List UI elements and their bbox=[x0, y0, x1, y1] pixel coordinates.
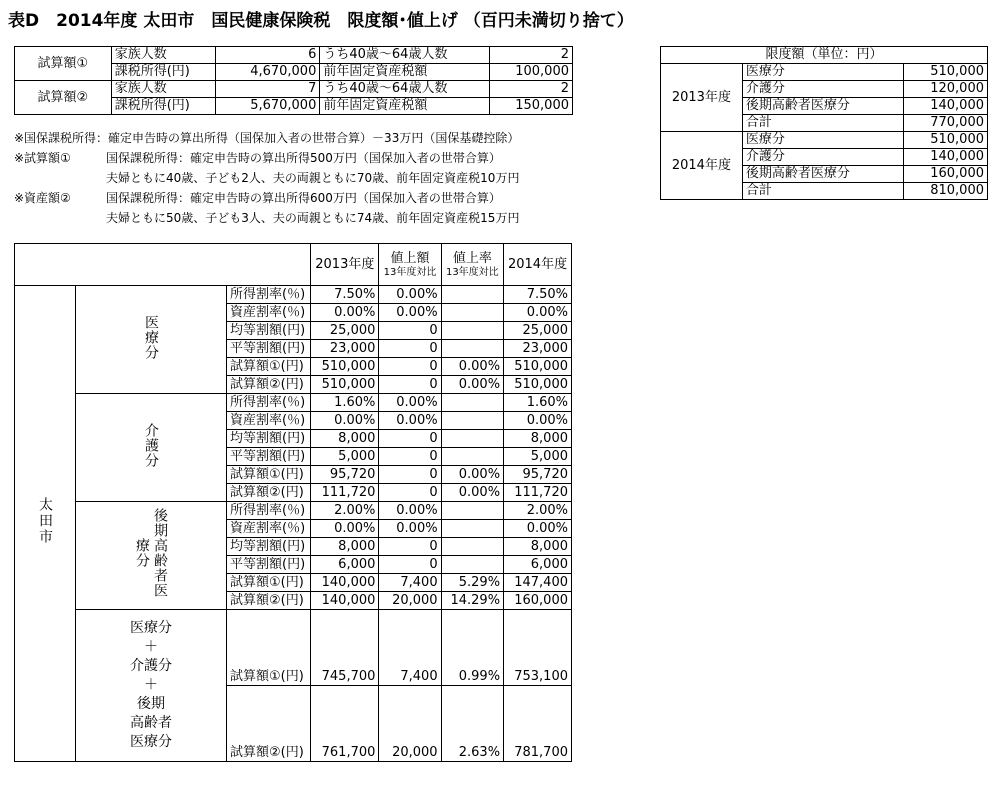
cell-diff: 0 bbox=[379, 430, 441, 448]
param-key: 前年固定資産税額 bbox=[320, 64, 490, 81]
cell-diff: 0 bbox=[379, 466, 441, 484]
cell-2014: 8,000 bbox=[504, 538, 572, 556]
section-label bbox=[76, 394, 227, 502]
cell-2014: 2.00% bbox=[504, 502, 572, 520]
comparison-table bbox=[14, 243, 572, 762]
limits-value: 510,000 bbox=[904, 132, 988, 149]
limits-value: 120,000 bbox=[904, 81, 988, 98]
row-label: 平等割額(円) bbox=[227, 340, 311, 358]
row-label: 均等割額(円) bbox=[227, 538, 311, 556]
param-group-label: 試算額① bbox=[15, 47, 112, 81]
total-label-line: 高齢者 bbox=[130, 715, 172, 731]
notes bbox=[14, 128, 519, 228]
cell-2014: 160,000 bbox=[504, 592, 572, 610]
cell-2013: 6,000 bbox=[311, 556, 379, 574]
total-label-line: ＋ bbox=[144, 677, 158, 693]
cell-rate bbox=[441, 556, 503, 574]
param-value: 2 bbox=[490, 81, 573, 98]
limits-value: 770,000 bbox=[904, 115, 988, 132]
cell-rate: 0.00% bbox=[441, 484, 503, 502]
cell-rate bbox=[441, 520, 503, 538]
cell-diff: 0.00% bbox=[379, 412, 441, 430]
note-text: 国保課税所得：確定申告時の算出所得500万円（国保加入者の世帯合算） bbox=[106, 151, 501, 165]
header-2014: 2014年度 bbox=[504, 244, 572, 286]
cell-rate: 0.99% bbox=[441, 610, 503, 686]
param-key: うち40歳～64歳人数 bbox=[320, 81, 490, 98]
city-label-text: 太田市 bbox=[37, 497, 53, 545]
param-value: 150,000 bbox=[490, 98, 573, 115]
note-text: 夫婦ともに40歳、子ども2人、夫の両親ともに70歳、前年固定資産税10万円 bbox=[106, 171, 520, 185]
cell-rate: 0.00% bbox=[441, 466, 503, 484]
param-key: うち40歳～64歳人数 bbox=[320, 47, 490, 64]
cell-2014: 0.00% bbox=[504, 304, 572, 322]
cell-rate bbox=[441, 430, 503, 448]
row-label: 資産割率(％) bbox=[227, 304, 311, 322]
section-label-text: 後期高齢者医療分 bbox=[134, 508, 168, 598]
cell-2013: 1.60% bbox=[311, 394, 379, 412]
cell-diff: 0 bbox=[379, 322, 441, 340]
note-line bbox=[14, 168, 519, 188]
cell-2013: 8,000 bbox=[311, 538, 379, 556]
header-rate-sub: 13年度対比 bbox=[445, 267, 499, 278]
row-label: 試算額①(円) bbox=[227, 466, 311, 484]
limits-label: 介護分 bbox=[742, 149, 903, 166]
cell-diff: 0 bbox=[379, 358, 441, 376]
header-2013: 2013年度 bbox=[311, 244, 379, 286]
cell-diff: 0 bbox=[379, 448, 441, 466]
table-row bbox=[661, 47, 988, 64]
cell-2013: 111,720 bbox=[311, 484, 379, 502]
row-label: 試算額②(円) bbox=[227, 592, 311, 610]
cell-2013: 140,000 bbox=[311, 574, 379, 592]
cell-diff: 20,000 bbox=[379, 686, 441, 762]
row-label: 資産割率(％) bbox=[227, 520, 311, 538]
cell-2013: 745,700 bbox=[311, 610, 379, 686]
param-value: 100,000 bbox=[490, 64, 573, 81]
row-label: 試算額①(円) bbox=[227, 358, 311, 376]
note-label: ※試算額① bbox=[14, 151, 71, 165]
cell-rate bbox=[441, 412, 503, 430]
cell-diff: 0.00% bbox=[379, 286, 441, 304]
cell-2013: 761,700 bbox=[311, 686, 379, 762]
limits-year: 2014年度 bbox=[661, 132, 743, 200]
total-label-line: ＋ bbox=[144, 639, 158, 655]
limits-label: 合計 bbox=[742, 183, 903, 200]
param-key: 課税所得(円) bbox=[111, 98, 215, 115]
cell-diff: 20,000 bbox=[379, 592, 441, 610]
limits-label: 医療分 bbox=[742, 132, 903, 149]
cell-rate bbox=[441, 340, 503, 358]
limits-value: 510,000 bbox=[904, 64, 988, 81]
cell-rate bbox=[441, 448, 503, 466]
note-line bbox=[14, 188, 519, 208]
param-group-label: 試算額② bbox=[15, 81, 112, 115]
cell-diff: 0 bbox=[379, 538, 441, 556]
limits-label: 合計 bbox=[742, 115, 903, 132]
cell-2013: 0.00% bbox=[311, 412, 379, 430]
cell-2013: 8,000 bbox=[311, 430, 379, 448]
limits-table bbox=[660, 46, 988, 200]
cell-diff: 0 bbox=[379, 376, 441, 394]
cell-2013: 140,000 bbox=[311, 592, 379, 610]
cell-diff: 0 bbox=[379, 556, 441, 574]
cell-diff: 0.00% bbox=[379, 304, 441, 322]
cell-2014: 147,400 bbox=[504, 574, 572, 592]
header-rate-label: 値上率 bbox=[452, 251, 492, 266]
cell-2014: 5,000 bbox=[504, 448, 572, 466]
cell-rate: 14.29% bbox=[441, 592, 503, 610]
cell-rate bbox=[441, 502, 503, 520]
total-label bbox=[76, 610, 227, 762]
table-row bbox=[15, 610, 572, 686]
cell-2014: 8,000 bbox=[504, 430, 572, 448]
row-label: 均等割額(円) bbox=[227, 322, 311, 340]
cell-diff: 0.00% bbox=[379, 520, 441, 538]
cell-2014: 111,720 bbox=[504, 484, 572, 502]
table-row bbox=[15, 286, 572, 304]
cell-rate: 0.00% bbox=[441, 376, 503, 394]
row-label: 資産割率(％) bbox=[227, 412, 311, 430]
header-diff bbox=[379, 244, 441, 286]
cell-2013: 95,720 bbox=[311, 466, 379, 484]
cell-2013: 5,000 bbox=[311, 448, 379, 466]
cell-2013: 2.00% bbox=[311, 502, 379, 520]
row-label: 所得割率(％) bbox=[227, 394, 311, 412]
limits-value: 810,000 bbox=[904, 183, 988, 200]
cell-2013: 510,000 bbox=[311, 358, 379, 376]
page-title: 表D 2014年度 太田市 国民健康保険税 限度額･値上げ （百円未満切り捨て） bbox=[8, 11, 634, 31]
limits-value: 160,000 bbox=[904, 166, 988, 183]
table-row bbox=[661, 132, 988, 149]
cell-rate bbox=[441, 322, 503, 340]
row-label: 平等割額(円) bbox=[227, 556, 311, 574]
note-text: 国保課税所得：確定申告時の算出所得600万円（国保加入者の世帯合算） bbox=[106, 191, 501, 205]
row-label: 均等割額(円) bbox=[227, 430, 311, 448]
header-diff-sub: 13年度対比 bbox=[383, 267, 437, 278]
row-label: 試算額②(円) bbox=[227, 484, 311, 502]
row-label: 試算額②(円) bbox=[227, 376, 311, 394]
cell-diff: 0.00% bbox=[379, 394, 441, 412]
limits-label: 医療分 bbox=[742, 64, 903, 81]
cell-2013: 0.00% bbox=[311, 520, 379, 538]
cell-rate bbox=[441, 304, 503, 322]
section-label-text: 医療分 bbox=[143, 314, 159, 360]
table-header-row bbox=[15, 244, 572, 286]
header-blank bbox=[15, 244, 311, 286]
cell-2014: 510,000 bbox=[504, 376, 572, 394]
section-label bbox=[76, 286, 227, 394]
total-label-line: 医療分 bbox=[130, 620, 172, 636]
row-label: 所得割率(％) bbox=[227, 286, 311, 304]
param-value: 6 bbox=[215, 47, 320, 64]
row-label: 試算額②(円) bbox=[227, 686, 311, 762]
cell-2014: 23,000 bbox=[504, 340, 572, 358]
cell-2013: 25,000 bbox=[311, 322, 379, 340]
cell-2014: 781,700 bbox=[504, 686, 572, 762]
limits-year: 2013年度 bbox=[661, 64, 743, 132]
limits-value: 140,000 bbox=[904, 98, 988, 115]
param-key: 前年固定資産税額 bbox=[320, 98, 490, 115]
limits-label: 介護分 bbox=[742, 81, 903, 98]
cell-rate: 0.00% bbox=[441, 358, 503, 376]
cell-diff: 7,400 bbox=[379, 610, 441, 686]
comparison-body bbox=[15, 286, 572, 762]
section-label-text: 介護分 bbox=[143, 422, 159, 468]
cell-rate bbox=[441, 286, 503, 304]
cell-diff: 0.00% bbox=[379, 502, 441, 520]
cell-diff: 0 bbox=[379, 340, 441, 358]
note-text: 夫婦ともに50歳、子ども3人、夫の両親ともに74歳、前年固定資産税15万円 bbox=[106, 211, 520, 225]
total-label-line: 後期 bbox=[137, 696, 165, 712]
cell-2013: 23,000 bbox=[311, 340, 379, 358]
table-row bbox=[15, 81, 573, 98]
cell-rate bbox=[441, 394, 503, 412]
cell-2014: 1.60% bbox=[504, 394, 572, 412]
cell-2014: 0.00% bbox=[504, 520, 572, 538]
limits-header: 限度額（単位：円） bbox=[661, 47, 988, 64]
row-label: 試算額①(円) bbox=[227, 574, 311, 592]
table-row bbox=[15, 47, 573, 64]
section-label bbox=[76, 502, 227, 610]
param-value: 5,670,000 bbox=[215, 98, 320, 115]
param-value: 2 bbox=[490, 47, 573, 64]
note-line bbox=[14, 148, 519, 168]
city-label bbox=[15, 286, 76, 762]
table-row bbox=[661, 64, 988, 81]
note-label: ※資産額② bbox=[14, 191, 71, 205]
table-row bbox=[15, 394, 572, 412]
cell-2014: 0.00% bbox=[504, 412, 572, 430]
row-label: 所得割率(％) bbox=[227, 502, 311, 520]
cell-2014: 6,000 bbox=[504, 556, 572, 574]
limits-label: 後期高齢者医療分 bbox=[742, 166, 903, 183]
cell-rate bbox=[441, 538, 503, 556]
cell-2013: 7.50% bbox=[311, 286, 379, 304]
row-label: 平等割額(円) bbox=[227, 448, 311, 466]
cell-2014: 7.50% bbox=[504, 286, 572, 304]
total-label-line: 医療分 bbox=[130, 734, 172, 750]
param-value: 4,670,000 bbox=[215, 64, 320, 81]
row-label: 試算額①(円) bbox=[227, 610, 311, 686]
cell-diff: 7,400 bbox=[379, 574, 441, 592]
cell-diff: 0 bbox=[379, 484, 441, 502]
param-key: 課税所得(円) bbox=[111, 64, 215, 81]
header-diff-label: 値上額 bbox=[390, 251, 430, 266]
cell-2013: 510,000 bbox=[311, 376, 379, 394]
cell-2014: 510,000 bbox=[504, 358, 572, 376]
cell-rate: 5.29% bbox=[441, 574, 503, 592]
param-value: 7 bbox=[215, 81, 320, 98]
table-row bbox=[15, 502, 572, 520]
note-line: ※国保課税所得：確定申告時の算出所得（国保加入者の世帯合算）－33万円（国保基礎控除） bbox=[14, 131, 520, 145]
cell-rate: 2.63% bbox=[441, 686, 503, 762]
total-label-line: 介護分 bbox=[130, 658, 172, 674]
param-key: 家族人数 bbox=[111, 47, 215, 64]
params-table bbox=[14, 46, 573, 115]
limits-label: 後期高齢者医療分 bbox=[742, 98, 903, 115]
cell-2014: 753,100 bbox=[504, 610, 572, 686]
param-key: 家族人数 bbox=[111, 81, 215, 98]
header-rate bbox=[441, 244, 503, 286]
cell-2014: 25,000 bbox=[504, 322, 572, 340]
cell-2014: 95,720 bbox=[504, 466, 572, 484]
cell-2013: 0.00% bbox=[311, 304, 379, 322]
note-line bbox=[14, 208, 519, 228]
limits-value: 140,000 bbox=[904, 149, 988, 166]
